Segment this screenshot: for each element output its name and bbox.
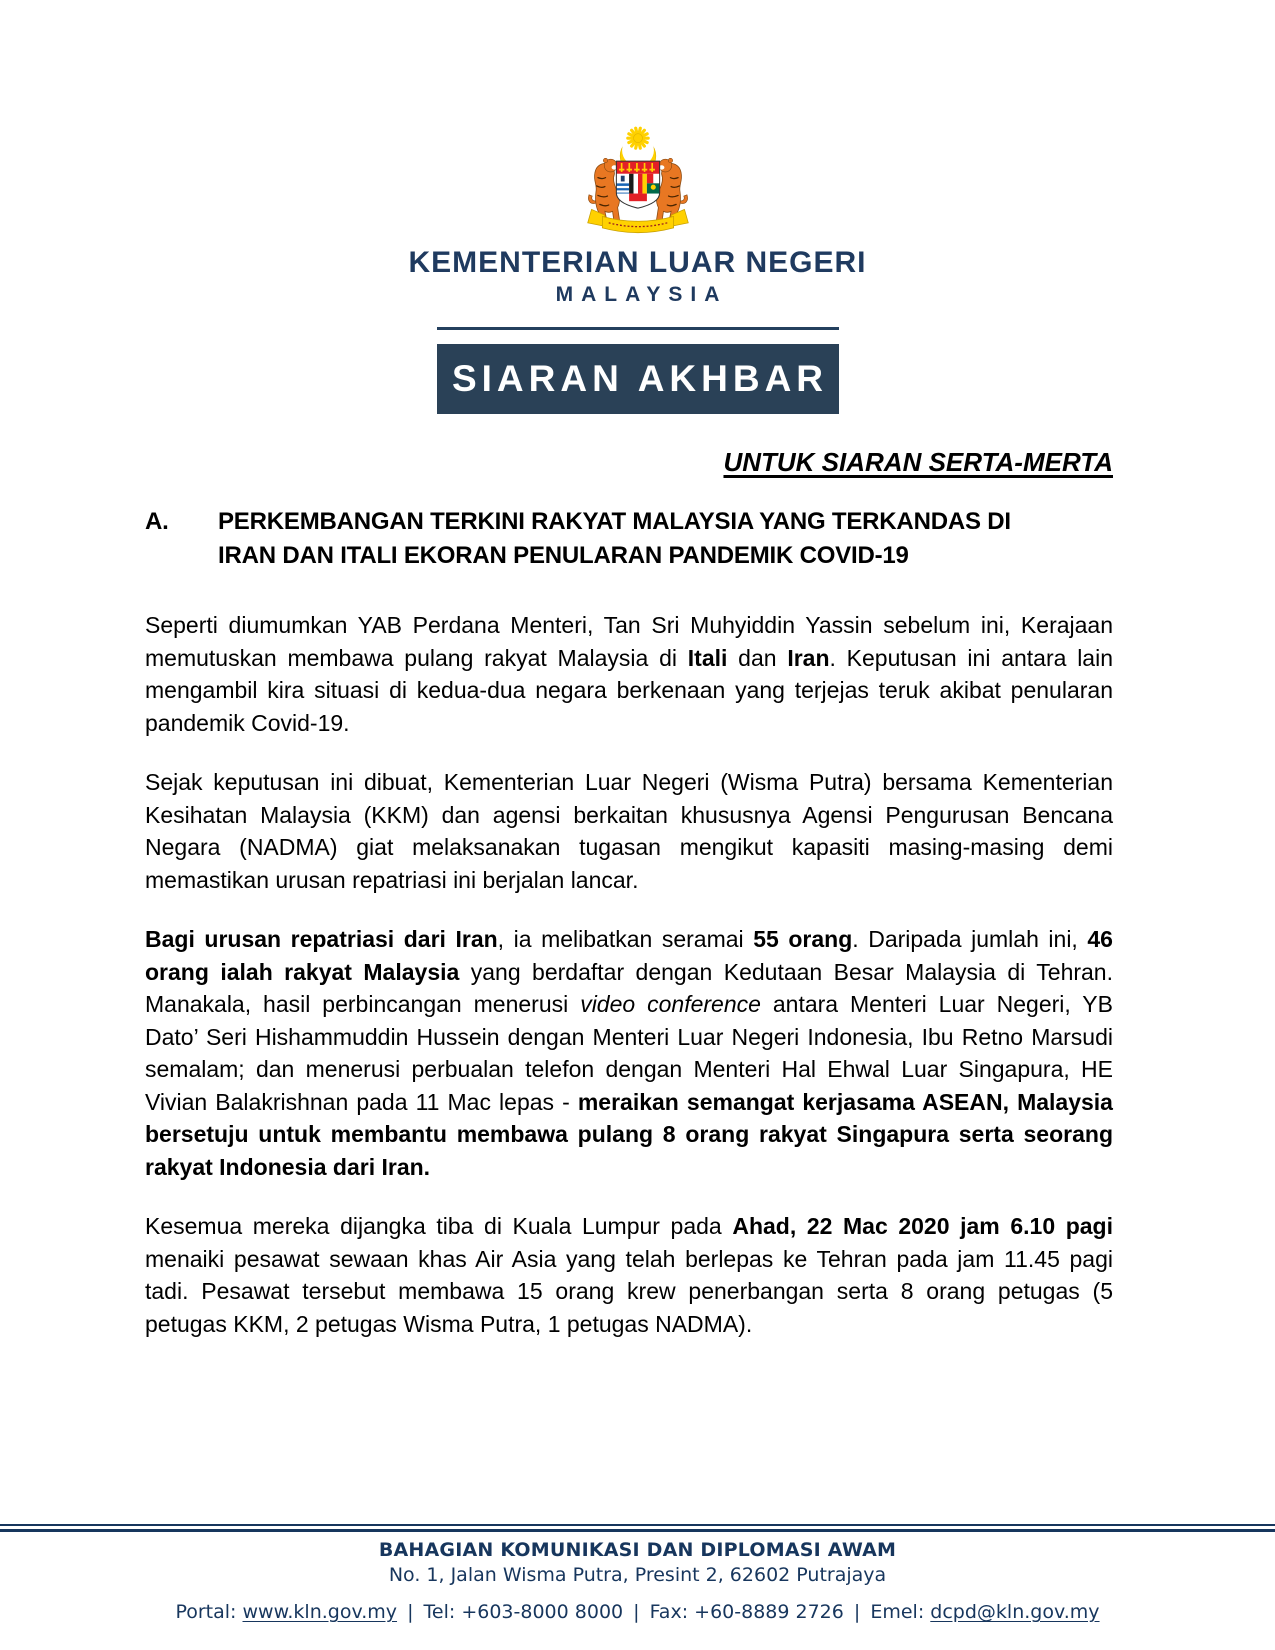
section-title — [218, 505, 1113, 573]
section-title-line: PERKEMBANGAN TERKINI RAKYAT MALAYSIA YANG TERKANDAS DI — [218, 508, 1011, 535]
document-body — [0, 447, 1275, 1340]
email-label: Emel: — [870, 1601, 925, 1623]
tel-label: Tel: — [423, 1601, 456, 1623]
email-link[interactable]: dcpd@kln.gov.my — [930, 1601, 1100, 1623]
portal-label: Portal: — [175, 1601, 237, 1623]
section-title-line: IRAN DAN ITALI EKORAN PENULARAN PANDEMIK COVID-19 — [218, 542, 909, 569]
fax-value: +60-8889 2726 — [694, 1601, 844, 1623]
footer-rule — [0, 1524, 1275, 1532]
banner-label: SIARAN AKHBAR — [451, 358, 829, 399]
ministry-country: MALAYSIA — [555, 283, 728, 306]
paragraph: Kesemua mereka dijangka tiba di Kuala Lumpur pada Ahad, 22 Mac 2020 jam 6.10 pagi menaiki pesawat sewaan khas Air Asia yang telah berlepas ke Tehran pada jam 11.45 pagi tadi. Pesawat tersebut membawa 15 orang krew penerbangan serta 8 orang petugas (5 petugas KKM, 2 petugas Wisma Putra, 1 petugas NADMA). — [145, 1213, 1113, 1337]
malaysia-coat-of-arms-icon — [568, 126, 708, 242]
separator: | — [853, 1601, 861, 1623]
section-label: A. — [145, 508, 169, 535]
paragraph: Bagi urusan repatriasi dari Iran, ia melibatkan seramai 55 orang. Daripada jumlah ini, 46 orang ialah rakyat Malaysia yang berdaftar dengan Kedutaan Besar Malaysia di Tehran. Manakala, hasil perbincangan menerusi video conference antara Menteri Luar Negeri, YB Dato’ Seri Hishammuddin Hussein dengan Menteri Luar Negeri Indonesia, Ibu Retno Marsudi semalam; dan menerusi perbualan telefon dengan Menteri Hal Ehwal Luar Singapura, HE Vivian Balakrishnan pada 11 Mac lepas - meraikan semangat kerjasama ASEAN, Malaysia bersetuju untuk membantu membawa pulang 8 orang rakyat Singapura serta seorang rakyat Indonesia dari Iran. — [145, 926, 1113, 1180]
paragraph: Seperti diumumkan YAB Perdana Menteri, Tan Sri Muhyiddin Yassin sebelum ini, Kerajaan memutuskan membawa pulang rakyat Malaysia di Itali dan Iran. Keputusan ini antara lain mengambil kira situasi di kedua-dua negara berkenaan yang terjejas teruk akibat penularan pandemik Covid-19. — [145, 612, 1113, 736]
separator: | — [633, 1601, 640, 1623]
press-release-banner — [437, 344, 839, 414]
footer-contact-line — [0, 1601, 1275, 1623]
body-paragraphs — [145, 609, 1113, 1340]
release-note: UNTUK SIARAN SERTA-MERTA — [723, 447, 1113, 477]
section-heading — [145, 505, 1113, 573]
separator: | — [407, 1601, 414, 1623]
paragraph: Sejak keputusan ini dibuat, Kementerian Luar Negeri (Wisma Putra) bersama Kementerian Kesihatan Malaysia (KKM) dan agensi berkaitan khususnya Agensi Pengurusan Bencana Negara (NADMA) giat melaksanakan tugasan mengikut kapasiti masing-masing demi memastikan urusan repatriasi ini berjalan lancar. — [145, 769, 1113, 893]
portal-link[interactable]: www.kln.gov.my — [242, 1601, 398, 1623]
page-footer — [0, 1524, 1275, 1623]
ministry-name: KEMENTERIAN LUAR NEGERI — [408, 246, 867, 279]
footer-department: BAHAGIAN KOMUNIKASI DAN DIPLOMASI AWAM — [378, 1539, 897, 1561]
tel-value: +603-8000 8000 — [461, 1601, 624, 1623]
header-rule — [437, 327, 839, 330]
footer-address: No. 1, Jalan Wisma Putra, Presint 2, 62602 Putrajaya — [388, 1564, 887, 1586]
fax-label: Fax: — [649, 1601, 689, 1623]
